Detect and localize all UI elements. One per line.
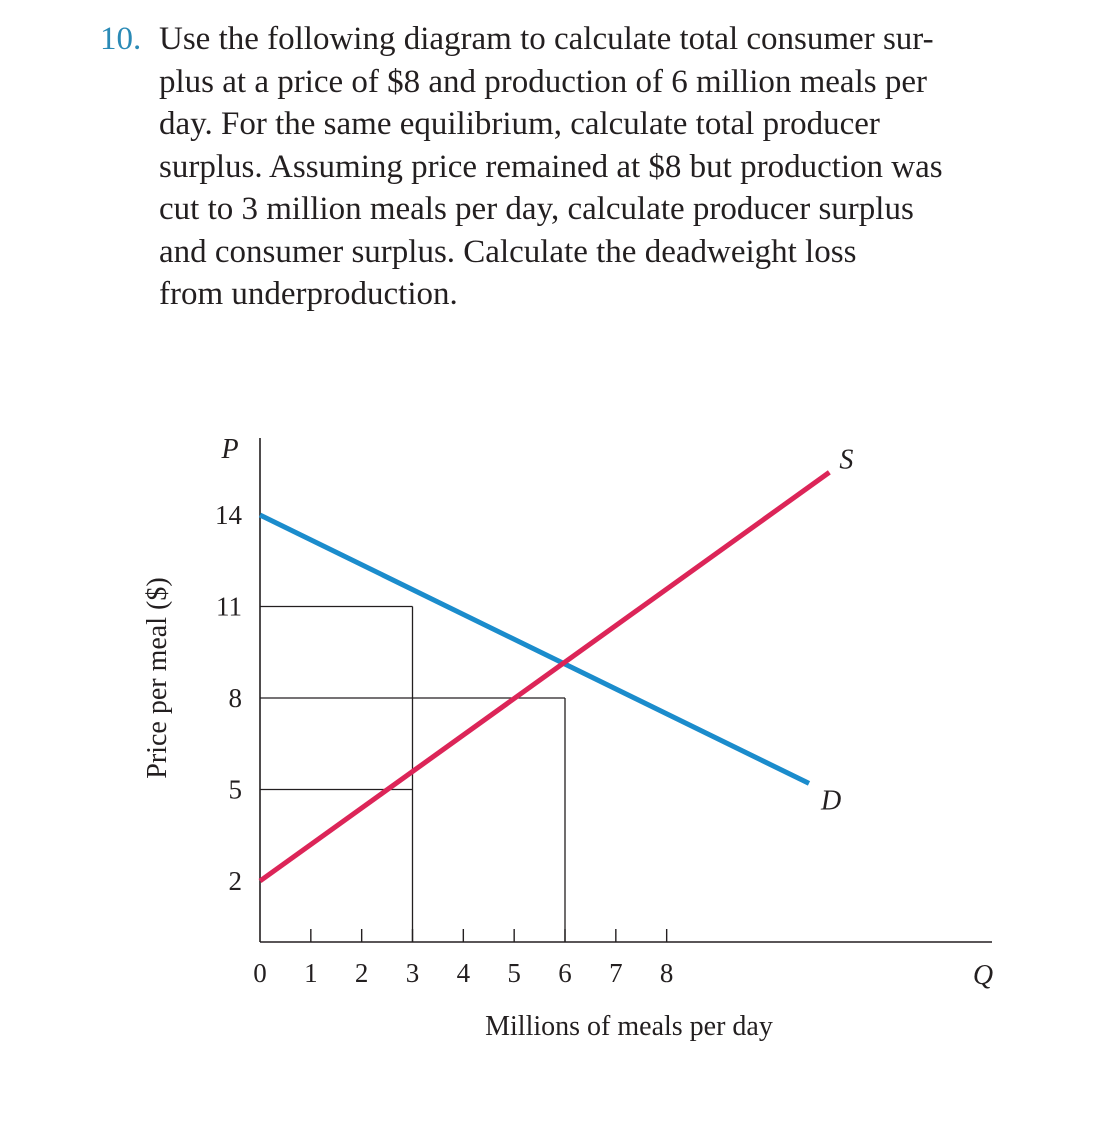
x-tick-label: 3 [405,958,420,988]
x-tick-label: 7 [609,958,623,988]
x-tick-label: 1 [304,958,318,988]
demand-label: D [821,785,842,817]
x-tick-label: 0 [253,958,267,988]
question-line: cut to 3 million meals per day, calculate producer surplus [159,191,914,227]
x-tick-label: 6 [558,958,572,988]
question-line: Use the following diagram to calculate total consumer sur- [159,21,934,57]
x-axis-symbol: Q [972,960,994,991]
y-axis-symbol: P [221,434,239,465]
x-tick-label: 5 [507,958,521,988]
x-tick-label: 2 [354,958,369,988]
y-tick-label: 8 [228,683,242,713]
question-line: surplus. Assuming price remained at $8 but production was [159,148,943,185]
y-tick-label: 5 [228,774,242,805]
demand-curve [260,515,809,783]
y-axis-title: Price per meal ($) [142,577,173,779]
x-tick-label: 8 [659,958,674,988]
question-number: 10. [100,21,142,57]
question-line: and consumer surplus. Calculate the deadweight loss [159,233,857,270]
question-line: day. For the same equilibrium, calculate total producer [159,106,880,142]
question-line: plus at a price of $8 and production of 6 million meals per [159,63,927,100]
y-tick-label: 2 [228,866,242,896]
y-tick-label: 14 [215,500,242,530]
supply-label: S [839,444,854,476]
y-tick-label: 11 [216,591,242,622]
x-axis-title: Millions of meals per day [485,1011,773,1042]
x-tick-label: 4 [456,958,471,988]
supply-curve [260,472,829,881]
question-line: from underproduction. [159,276,458,312]
